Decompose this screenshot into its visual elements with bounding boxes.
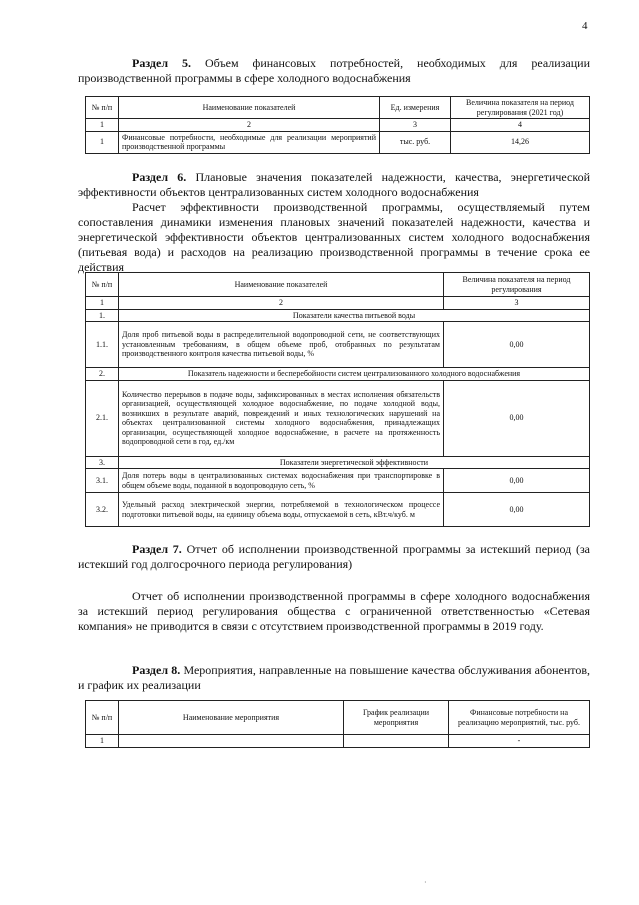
table-header: Величина показателя на период регулирования (2021 год): [451, 97, 590, 119]
row-number: 3.2.: [86, 493, 119, 527]
row-value: 0,00: [444, 380, 590, 456]
section6-title: Плановые значения показателей надежности, качества, энергетической эффективности объектов централизованных систем холодного водоснабжения: [78, 170, 590, 199]
section8-heading: [78, 663, 590, 693]
section6-heading: [78, 170, 590, 200]
table-cell: 1: [86, 735, 119, 748]
table-header: График реализации мероприятия: [344, 701, 449, 735]
table-header: Наименование показателей: [119, 97, 380, 119]
row-name: Удельный расход электрической энергии, потребляемой в технологическом процессе подготовки питьевой воды, на единицу объема воды, отпускаемой в сеть, кВт.ч/куб. м: [119, 493, 444, 527]
table-header: Финансовые потребности на реализацию мероприятий, тыс. руб.: [449, 701, 590, 735]
table-cell: 2: [119, 297, 444, 310]
section7-heading: [78, 542, 590, 572]
group-number: 2.: [86, 368, 119, 381]
group-number: 1.: [86, 309, 119, 322]
table-cell: 14,26: [451, 131, 590, 153]
row-name: Доля потерь воды в централизованных системах водоснабжения при транспортировке в общем объеме воды, поданной в водопроводную сеть, %: [119, 469, 444, 493]
table-cell: 3: [444, 297, 590, 310]
table-header: Наименование мероприятия: [119, 701, 344, 735]
row-number: 2.1.: [86, 380, 119, 456]
row-name: Количество перерывов в подаче воды, зафиксированных в местах исполнения обязательств организацией, осуществляющей холодное водоснабжение, по подаче холодной воды, возникших в результате аварий, повреждений и иных технологических нарушений на объектах централизованной системы холодного водоснабжения, принадлежащих организации, осуществляющей холодное водоснабжение, в расчете на протяженность водопроводной сети в год, ед./км: [119, 380, 444, 456]
section8-table: [85, 700, 590, 748]
row-value: 0,00: [444, 493, 590, 527]
table-header: № п/п: [86, 97, 119, 119]
section7-label: Раздел 7.: [132, 542, 182, 556]
table-cell: 3: [380, 119, 451, 132]
group-number: 3.: [86, 456, 119, 469]
group-title: Показатель надежности и бесперебойности систем централизованного холодного водоснабжения: [119, 368, 590, 381]
table-cell: 2: [119, 119, 380, 132]
section6-table: [85, 272, 590, 527]
row-value: 0,00: [444, 322, 590, 368]
table-cell: [344, 735, 449, 748]
table-cell: 1: [86, 119, 119, 132]
group-title: Показатели качества питьевой воды: [119, 309, 590, 322]
table-header: Величина показателя на период регулирования: [444, 273, 590, 297]
table-cell: 1: [86, 131, 119, 153]
section6-paragraph: Расчет эффективности производственной программы, осуществляемый путем сопоставления динамики изменения плановых значений показателей надежности, качества и энергетической эффективности объектов централизованных систем холодного водоснабжения (питьевая вода) и расходов на реализацию производственной программы в течение срока ее действия: [78, 200, 590, 274]
table-cell: -: [449, 735, 590, 748]
table-header: Ед. измерения: [380, 97, 451, 119]
table-cell: 1: [86, 297, 119, 310]
table-header: Наименование показателей: [119, 273, 444, 297]
section7-paragraph: Отчет об исполнении производственной программы в сфере холодного водоснабжения за истекший период регулирования общества с ограниченной ответственностью «Сетевая компания» не приводится в связи с отсутствием производственной программы в 2019 году.: [78, 589, 590, 633]
section6-label: Раздел 6.: [132, 170, 187, 184]
table-cell: тыс. руб.: [380, 131, 451, 153]
section8-title: Мероприятия, направленные на повышение качества обслуживания абонентов, и график их реализации: [78, 663, 591, 692]
row-number: 3.1.: [86, 469, 119, 493]
section5-label: Раздел 5.: [132, 56, 192, 70]
table-header: № п/п: [86, 701, 119, 735]
group-title: Показатели энергетической эффективности: [119, 456, 590, 469]
row-number: 1.1.: [86, 322, 119, 368]
footer-mark: ·: [424, 878, 427, 887]
row-name: Доля проб питьевой воды в распределительной водопроводной сети, не соответствующих установленным требованиям, в общем объеме проб, отобранных по результатам производственного контроля качества питьевой воды, %: [119, 322, 444, 368]
section5-heading: [78, 56, 590, 86]
table-header: № п/п: [86, 273, 119, 297]
section8-label: Раздел 8.: [132, 663, 181, 677]
section7-title: Отчет об исполнении производственной программы за истекший период (за истекший год долгосрочного периода регулирования): [78, 542, 591, 571]
row-value: 0,00: [444, 469, 590, 493]
page-number: 4: [582, 20, 588, 32]
section5-table: [85, 96, 590, 154]
table-cell: [119, 735, 344, 748]
table-cell: Финансовые потребности, необходимые для реализации мероприятий производственной программы: [119, 131, 380, 153]
table-cell: 4: [451, 119, 590, 132]
section5-title: Объем финансовых потребностей, необходимых для реализации производственной программы в сфере холодного водоснабжения: [78, 56, 590, 85]
